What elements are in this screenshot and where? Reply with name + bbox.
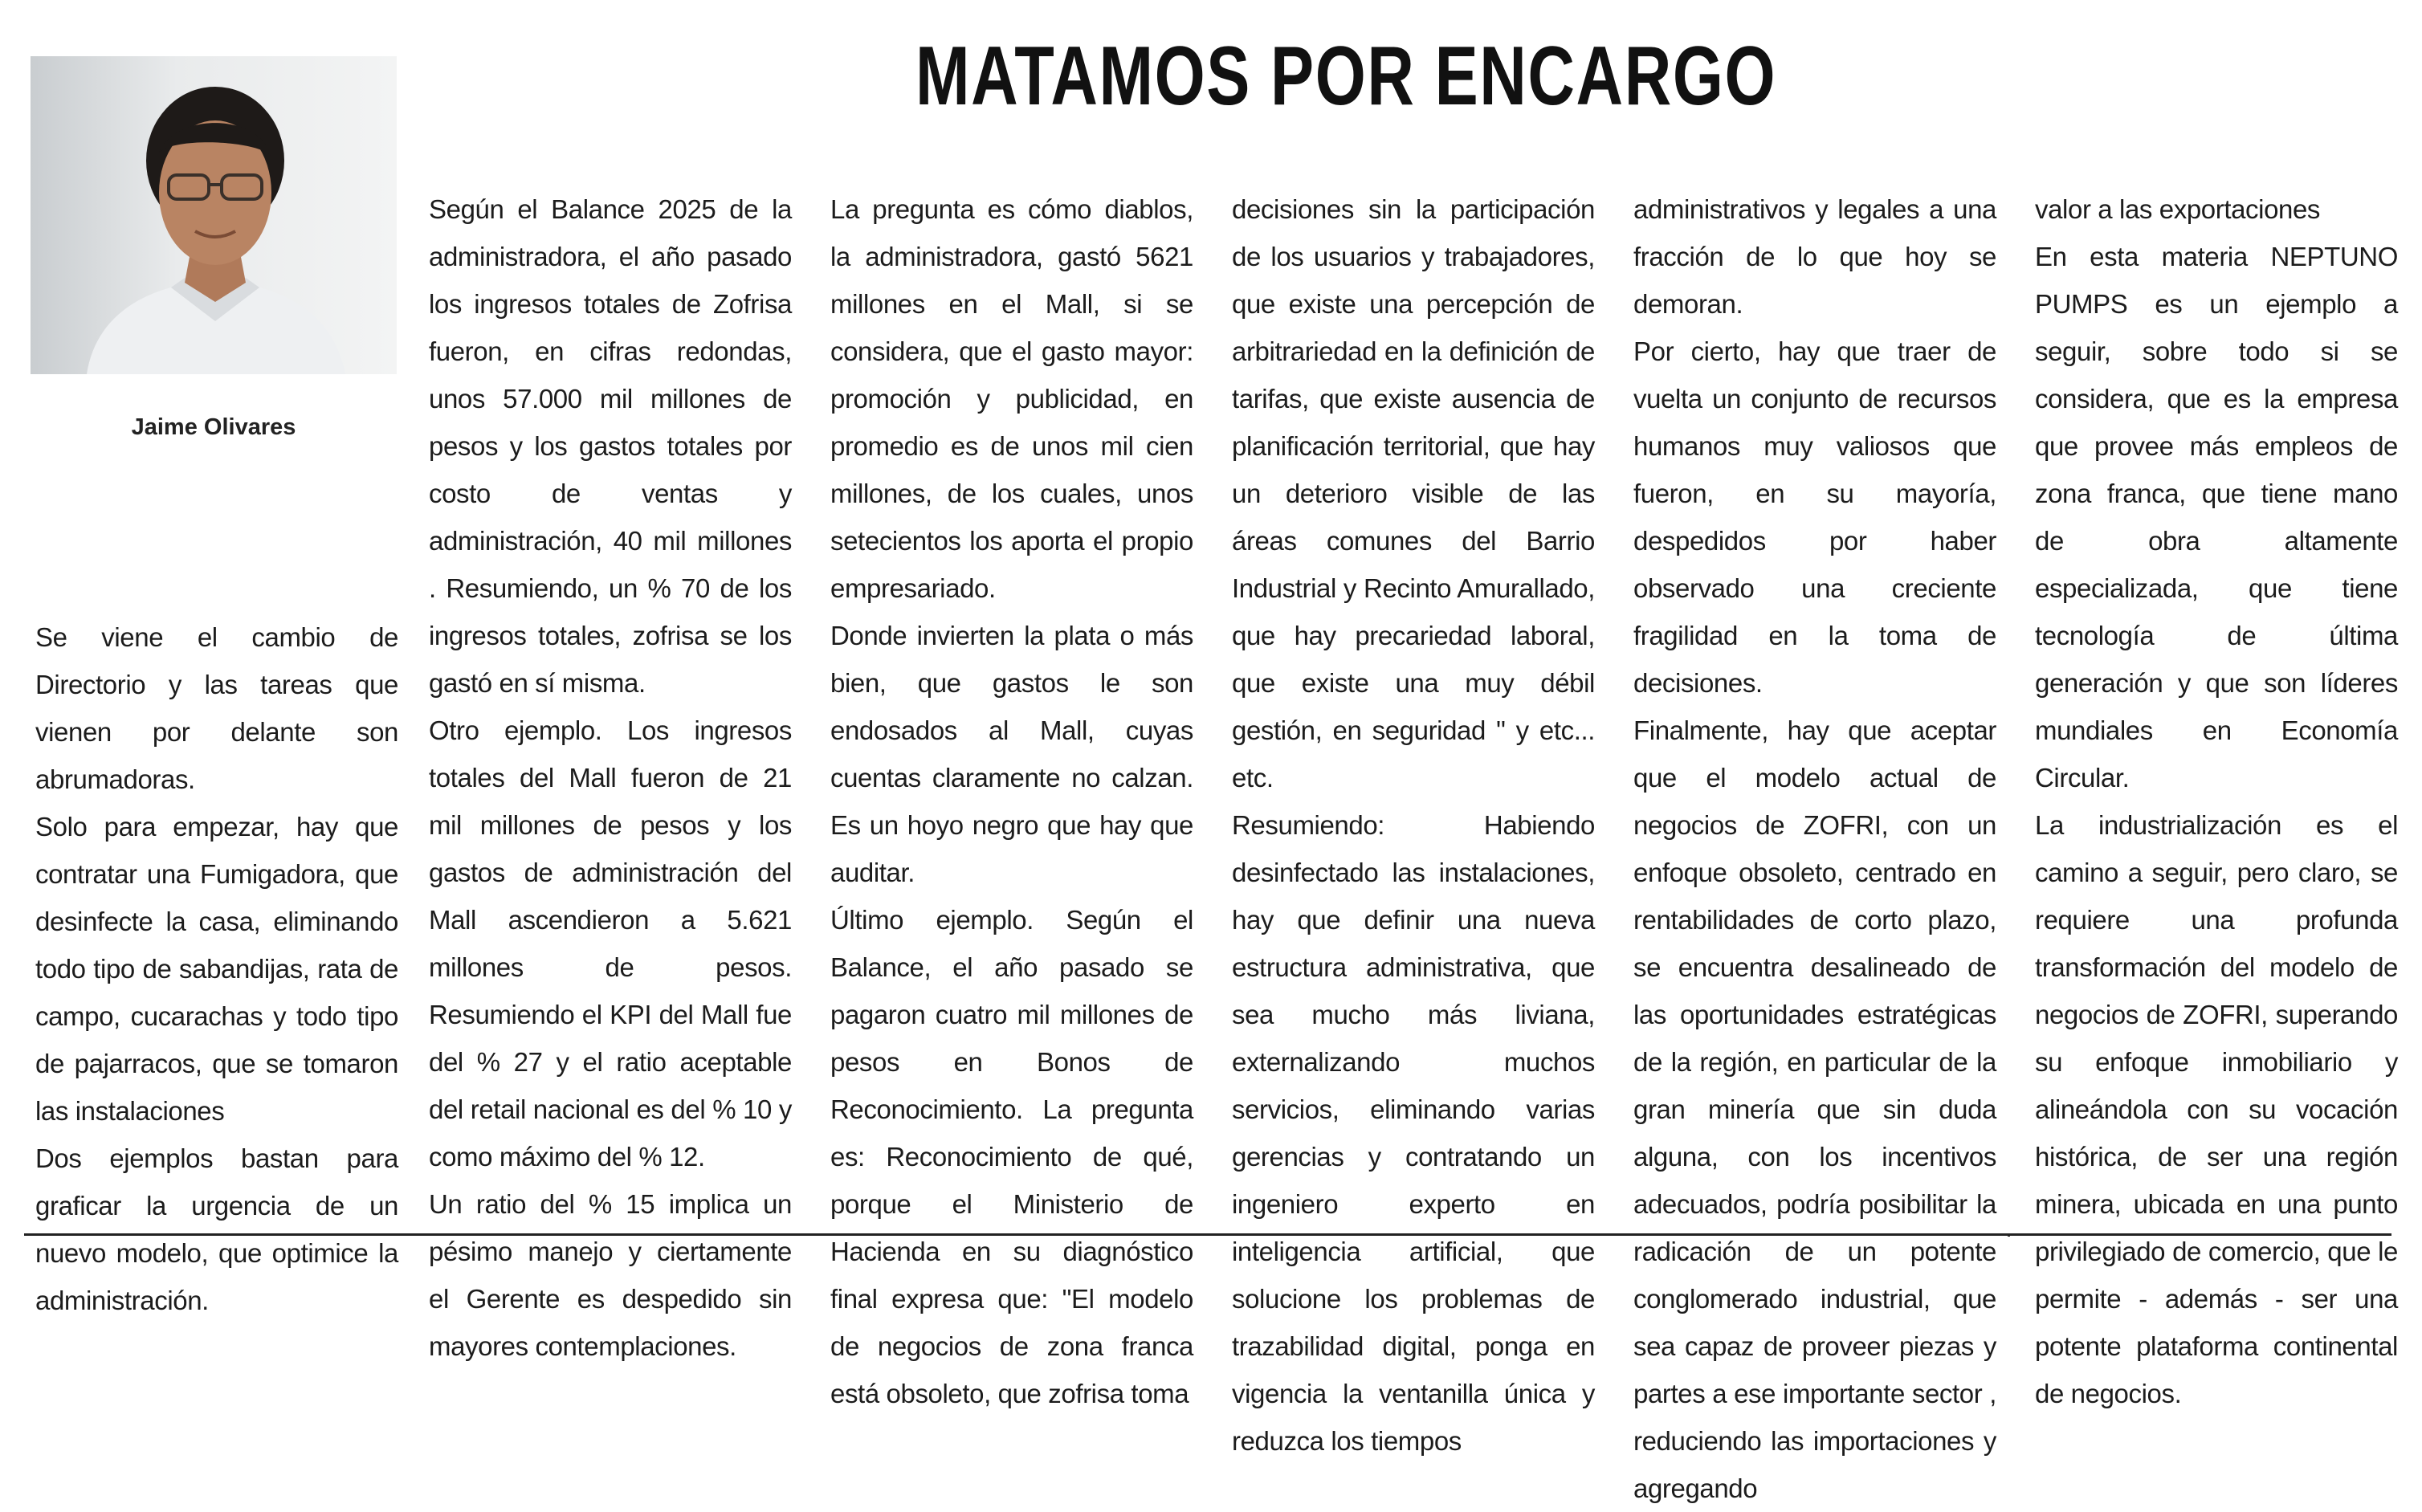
article-headline: MATAMOS POR ENCARGO [915, 30, 1777, 123]
article-column-1 [35, 613, 398, 1324]
article-column-3 [830, 185, 1193, 1417]
paragraph: administrativos y legales a una fracción de lo que hoy se demoran. [1633, 194, 1996, 319]
author-name: Jaime Olivares [131, 414, 296, 440]
paragraph: Dos ejemplos bastan para graficar la urgencia de un nuevo modelo, que optimice la administración. [35, 1143, 398, 1315]
paragraph: Donde invierten la plata o más bien, que gastos le son endosados al Mall, cuyas cuentas claramente no calzan. Es un hoyo negro que hay que auditar. [830, 621, 1193, 887]
article-column-4 [1232, 185, 1595, 1465]
paragraph: Resumiendo: Habiendo desinfectado las instalaciones, hay que definir una nueva estructura administrativa, que sea mucho más liviana, externalizando muchos servicios, eliminando varias gerencias y contratando un ingeniero experto en inteligencia artificial, que solucione los problemas de trazabilidad digital, ponga en vigencia la ventanilla única y reduzca los tiempos [1232, 810, 1595, 1456]
paragraph: La pregunta es cómo diablos, la administradora, gastó 5621 millones en el Mall, si se considera, que el gasto mayor: promoción y publicidad, en promedio es de unos mil cien millones, de los cuales, unos setecientos los aporta el propio empresariado. [830, 194, 1193, 603]
paragraph: Un ratio del % 15 implica un pésimo manejo y ciertamente el Gerente es despedido sin mayores contemplaciones. [429, 1189, 792, 1361]
paragraph: En esta materia NEPTUNO PUMPS es un ejemplo a seguir, sobre todo si se considera, que es la empresa que provee más empleos de zona franca, que tiene mano de obra altamente especializada, que tiene tecnología de última generación y que son líderes mundiales en Economía Circular. [2035, 242, 2398, 793]
paragraph: La industrialización es el camino a seguir, pero claro, se requiere una profunda transformación del modelo de negocios de ZOFRI, superando su enfoque inmobiliario y alineándola con su vocación histórica, de ser una región minera, ubicada en una punto privilegiado de comercio, que le permite - además - ser una potente plataforma continental de negocios. [2035, 810, 2398, 1408]
paragraph: Último ejemplo. Según el Balance, el año pasado se pagaron cuatro mil millones de pesos en Bonos de Reconocimiento. La pregunta es: Reconocimiento de qué, porque el Ministerio de Hacienda en su diagnóstico final expresa que: "El modelo de negocios de zona franca está obsoleto, que zofrisa toma [830, 905, 1193, 1408]
paragraph: Otro ejemplo. Los ingresos totales del Mall fueron de 21 mil millones de pesos y los gastos de administración del Mall ascendieron a 5.621 millones de pesos. Resumiendo el KPI del Mall fue del % 27 y el ratio aceptable del retail nacional es del % 10 y como máximo del % 12. [429, 715, 792, 1172]
bottom-divider [24, 1233, 2391, 1236]
paragraph: Por cierto, hay que traer de vuelta un conjunto de recursos humanos muy valiosos que fueron, en su mayoría, despedidos por haber observado una creciente fragilidad en la toma de decisiones. [1633, 336, 1996, 698]
paragraph: Solo para empezar, hay que contratar una Fumigadora, que desinfecte la casa, eliminando todo tipo de sabandijas, rata de campo, cucarachas y todo tipo de pajarracos, que se tomaron las instalaciones [35, 812, 398, 1126]
paragraph: valor a las exportaciones [2035, 194, 2321, 224]
paragraph: Según el Balance 2025 de la administradora, el año pasado los ingresos totales de Zofrisa fueron, en cifras redondas, unos 57.000 mil millones de pesos y los gastos totales por costo de ventas y administración, 40 mil millones . Resumiendo, un % 70 de los ingresos totales, zofrisa se los gastó en sí misma. [429, 194, 792, 698]
paragraph: Finalmente, hay que aceptar que el modelo actual de negocios de ZOFRI, con un enfoque obsoleto, centrado en rentabilidades de corto plazo, se encuentra desalineado de las oportunidades estratégicas de la región, en particular de la gran minería que sin duda alguna, con los incentivos adecuados, podría posibilitar la radicación de un potente conglomerado industrial, que sea capaz de proveer piezas y partes a ese importante sector , reduciendo las importaciones y agregando [1633, 715, 1996, 1503]
author-photo [31, 56, 397, 374]
article-column-2 [429, 185, 792, 1370]
article-column-5 [1633, 185, 1996, 1512]
divider-tick [2008, 1233, 2010, 1237]
paragraph: Se viene el cambio de Directorio y las tareas que vienen por delante son abrumadoras. [35, 622, 398, 794]
article-column-6 [2035, 185, 2398, 1417]
paragraph: decisiones sin la participación de los usuarios y trabajadores, que existe una percepción de arbitrariedad en la definición de tarifas, que existe ausencia de planificación territorial, que hay un deterioro visible de las áreas comunes del Barrio Industrial y Recinto Amurallado, que hay precariedad laboral, que existe una muy débil gestión, en seguridad " y etc... etc. [1232, 194, 1595, 793]
author-portrait-image [31, 56, 397, 374]
